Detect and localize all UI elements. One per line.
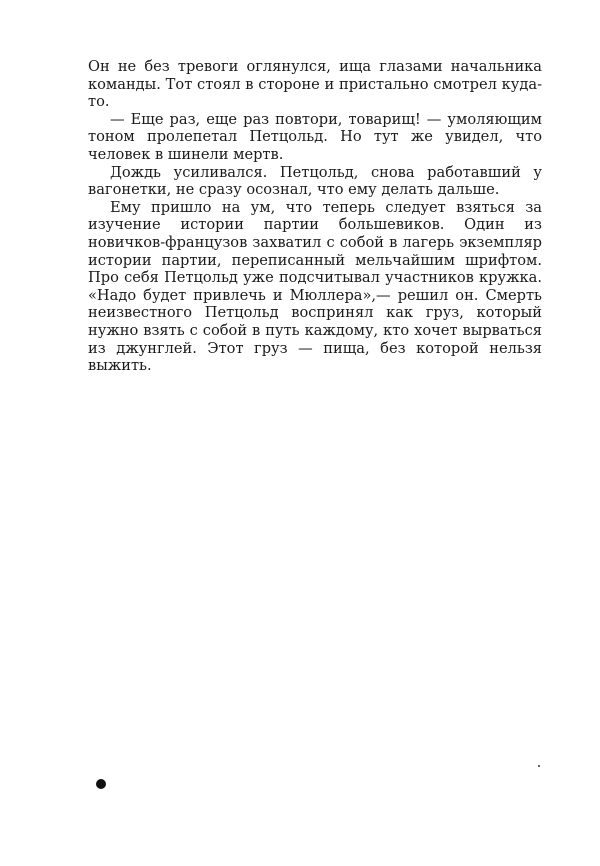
ink-dot <box>538 765 540 767</box>
paragraph-3: Дождь усиливался. Петцольд, снова работавший у вагонетки, не сразу осознал, что ему делать дальше. <box>88 163 542 199</box>
paragraph-1: Он не без тревоги оглянулся, ища глазами начальника команды. Тот стоял в стороне и пристально смотрел куда-то. <box>88 58 542 111</box>
ink-blot <box>96 779 106 789</box>
paragraph-2: — Еще раз, еще раз повтори, товарищ! — умоляющим тоном пролепетал Петцольд. Но тут же увидел, что человек в шинели мертв. <box>88 110 542 163</box>
paragraph-4: Ему пришло на ум, что теперь следует взяться за изучение истории партии большевиков. Один из новичков-французов захватил с собой в лагерь экземпляр истории партии, переписанный мельчайшим шрифтом. Про себя Петцольд уже подсчитывал участников кружка. «Надо будет привлечь и Мюллера»,— решил он. Смерть неизвестного Петцольд воспринял как груз, который нужно взять с собой в путь каждому, кто хочет вырваться из джунглей. Этот груз — пища, без которой нельзя выжить. <box>88 198 542 375</box>
body-text <box>88 58 542 375</box>
